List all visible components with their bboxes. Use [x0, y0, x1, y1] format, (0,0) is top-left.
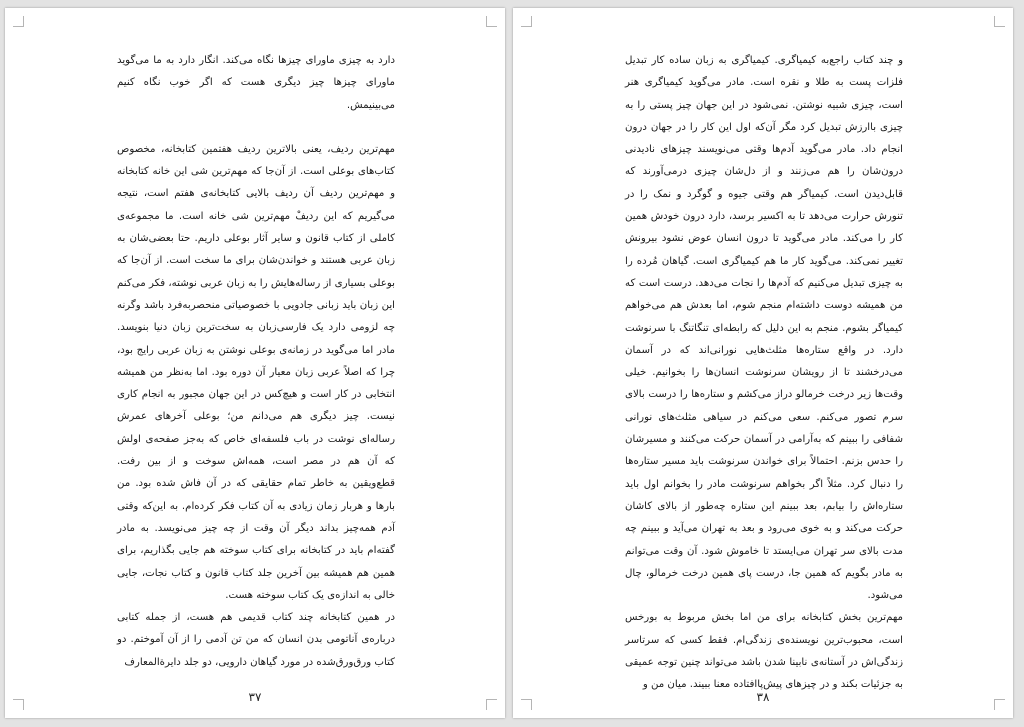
page-number: ۳۷	[248, 690, 262, 704]
crop-mark	[521, 16, 532, 27]
page-number: ۳۸	[756, 690, 770, 704]
crop-mark	[486, 16, 497, 27]
page-left	[5, 8, 505, 718]
page-right	[513, 8, 1013, 718]
paragraph: مهم‌ترین بخش کتابخانه برای من اما بخش مربوط به بورخس است، محبوب‌ترین نویسنده‌ی زندگی‌ام. فقط کسی که سرتاسر زندگی‌اش در آستانه‌ی نابینا شدن باشد می‌تواند چنین توجه عمیقی به جزئیات بکند و در چیزهای پیش‌پاافتاده معنا ببیند. میان من و	[625, 612, 903, 691]
paragraph: و چند کتاب راجع‌به کیمیاگری. کیمیاگری به زبان ساده کار تبدیل فلزات پست به طلا و نقره است. مادر می‌گوید کیمیاگری هنر است، چیزی شبیه نوشتن. نمی‌شود در این جهان چیز پستی را به چیزی باارزش تبدیل کرد مگر آن‌که اول این کار را در جهان درون انجام داد. مادر می‌گوید آدم‌ها وقتی می‌نویسند چیزهای نادیدنی درون‌شان را هم می‌زنند و از دل‌شان چیزی درمی‌آورند که قابل‌دیدن است. کیمیاگر هم وقتی جیوه و گوگرد و نمک را در تنورش حرارت می‌دهد تا به اکسیر برسد، دارد درون خودش همین کار را می‌کند. مادر می‌گوید تا درون انسان عوض نشود بیرونش تغییر نمی‌کند. می‌گوید کار ما هم کیمیاگری است. گیاهان مُرده را به چیزی تبدیل می‌کنیم که آدم‌ها را نجات می‌دهد. درست است که من همیشه دوست داشته‌ام منجم شوم، اما بعدش هم می‌خواهم کیمیاگر بشوم. منجم به این دلیل که رابطه‌ای تنگاتنگ با سرنوشت دارد. در واقع ستاره‌ها مثلث‌هایی نورانی‌اند که در آسمان می‌درخشند تا از رویشان سرنوشت انسان‌ها را بخوانیم. خیلی وقت‌ها زیر درخت خرمالو دراز می‌کشم و ستاره‌ها را درست بالای سرم تصور می‌کنم. سعی می‌کنم در سیاهی مثلث‌های نورانی شفافی را ببینم که به‌آرامی در آسمان حرکت می‌کنند و مسیرشان را حدس بزنم. احتمالاً برای خواندن سرنوشت باید مسیر ستاره‌ها را دنبال کرد. مثلاً اگر بخواهم سرنوشت مادر را بخوانم اول باید ستاره‌اش را بیابم، بعد ببینم این ستاره چه‌طور از بالای کاشان حرکت می‌کند و به خوی می‌رود و بعد به تهران می‌آید و ببینم چه مدت بالای سر تهران می‌ایستد تا خاموش شود. آن وقت می‌توانم به مادر بگویم که همین جا، درست پای همین درخت خرمالو، چال می‌شود.	[625, 55, 903, 602]
page-text	[625, 50, 903, 697]
crop-mark	[994, 16, 1005, 27]
page-text	[117, 50, 395, 674]
paragraph: در همین کتابخانه چند کتاب قدیمی هم هست، از جمله کتابی درباره‌ی آناتومی بدن انسان که من تن آدمی را از آن آموختم. دو کتاب ورق‌ورق‌شده در مورد گیاهان دارویی، دو جلد دایرة‌المعارف	[117, 612, 395, 668]
paragraph: دارد به چیزی ماورای چیزها نگاه می‌کند. انگار دارد به ما می‌گوید ماورای چیزها چیز دیگری هست که اگر خوب نگاه کنیم می‌بینیمش.	[117, 55, 395, 111]
crop-mark	[13, 16, 24, 27]
paragraph: مهم‌ترین ردیف، یعنی بالاترین ردیف هفتمین کتابخانه، مخصوص کتاب‌های بوعلی است. از آن‌جا که مهم‌ترین شی این خانه کتابخانه و مهم‌ترین ردیف آن ردیف بالایی کتابخانه‌ی هفتم است، نتیجه می‌گیریم که این ردیفْ مهم‌ترین شی خانه است. ما مجموعه‌ی کاملی از کتاب قانون و سایر آثار بوعلی داریم. حتا بعضی‌شان به زبان عربی هستند و خواندن‌شان برای ما سخت است. از آن‌جا که بوعلی بسیاری از رساله‌هایش را به زبان عربی نوشته، فکر می‌کنم این زبان باید زبانی جادویی با خصوصیاتی منحصربه‌فرد باشد وگرنه چه لزومی دارد یک فارسی‌زبان به سخت‌ترین زبان دنیا بنویسد. مادر اما می‌گوید در زمانه‌ی بوعلی نوشتن به زبان عربی رایج بود، چرا که اصلاً عربی زبان معیار آن دوره بود. اما به‌نظر من همیشه انتخابی در کار است و هیچ‌کس در این جهان مجبور به انجام کاری نیست. چیز دیگری هم می‌دانم من؛ بوعلی آخرهای عمرش رساله‌ای نوشت در باب فلسفه‌ای خاص که به‌جز صفحه‌ی اولش که آن هم در مصر است، همه‌اش سوخت و از بین رفت. قطع‌ویقین به خاطر تمام حقایقی که در آن فاش شده بود. من بارها و هربار زمان زیادی به آن کتاب فکر کرده‌ام. به این‌که وقتی آدم همه‌چیز بداند دیگر آن وقت از چه چیز می‌نویسد. به مادر گفته‌ام باید در کتابخانه برای کتاب سوخته هم جایی بگذاریم، برای همین هم همیشه بین آخرین جلد کتاب قانون و کتاب نجات، جایی خالی به اندازه‌ی یک کتاب سوخته هست.	[117, 143, 395, 601]
